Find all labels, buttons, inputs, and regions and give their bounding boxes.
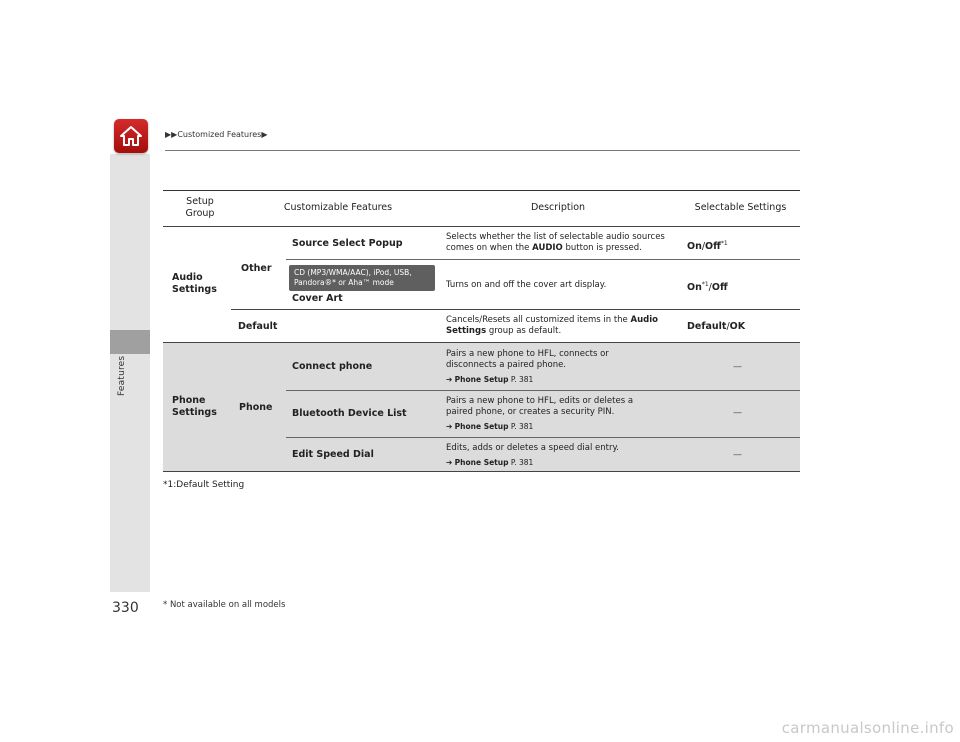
- desc-default: Cancels/Resets all customized items in the Audio Settings group as default.: [446, 315, 658, 336]
- cross-reference-link[interactable]: ➔ Phone Setup P. 381: [446, 422, 534, 431]
- subgroup-phone: Phone: [239, 402, 273, 413]
- home-icon: [119, 125, 143, 147]
- feature-edit-speed-dial: Edit Speed Dial: [292, 449, 374, 460]
- desc-source-select-popup: Selects whether the list of selectable audio sources comes on when the AUDIO button is pressed.: [446, 232, 665, 253]
- row-divider: [286, 437, 800, 438]
- table-footnote: *1:Default Setting: [163, 480, 245, 490]
- settings-edit-speed-dial: —: [733, 450, 742, 460]
- header-selectable-settings: Selectable Settings: [694, 202, 787, 213]
- feature-cover-art: Cover Art: [292, 293, 343, 304]
- feature-source-select-popup: Source Select Popup: [292, 238, 403, 249]
- feature-connect-phone: Connect phone: [292, 361, 373, 372]
- header-bottom-rule: [163, 226, 800, 227]
- desc-connect-phone: Pairs a new phone to HFL, connects or disconnects a paired phone. ➔ Phone Setup P. 381: [446, 349, 646, 385]
- group-audio-settings: Audio Settings: [172, 272, 217, 295]
- watermark: carmanualsonline.info: [781, 719, 954, 737]
- table-top-rule: [163, 190, 800, 191]
- settings-bluetooth-device-list: —: [733, 408, 742, 418]
- desc-cover-art: Turns on and off the cover art display.: [446, 280, 607, 290]
- sidebar-section-label: Features: [117, 355, 127, 396]
- breadcrumb[interactable]: [165, 130, 267, 139]
- row-divider: [163, 342, 800, 343]
- sidebar-band-lower: [110, 354, 150, 592]
- subgroup-other: Other: [241, 263, 272, 274]
- group-phone-settings: Phone Settings: [172, 395, 217, 418]
- sidebar-section-tab: [110, 330, 150, 354]
- breadcrumb-title[interactable]: Customized Features: [177, 130, 262, 139]
- mode-condition-badge: CD (MP3/WMA/AAC), iPod, USB, Pandora®* or Aha™ mode: [289, 265, 435, 291]
- desc-bluetooth-device-list: Pairs a new phone to HFL, edits or deletes a paired phone, or creates a security PIN. ➔ Phone Setup P. 381: [446, 396, 656, 432]
- table-bottom-rule: [163, 471, 800, 472]
- feature-bluetooth-device-list: Bluetooth Device List: [292, 408, 407, 419]
- availability-footnote: * Not available on all models: [163, 600, 286, 610]
- page-number: 330: [112, 600, 139, 616]
- header-setup-group: Setup Group: [185, 196, 215, 219]
- breadcrumb-arrows-icon: ▶▶: [165, 130, 178, 139]
- settings-default: Default/OK: [687, 321, 746, 332]
- cross-reference-link[interactable]: ➔ Phone Setup P. 381: [446, 458, 534, 467]
- row-divider: [286, 259, 800, 260]
- sidebar-band: [110, 154, 150, 330]
- home-button[interactable]: [114, 119, 148, 153]
- settings-connect-phone: —: [733, 362, 742, 372]
- header-customizable-features: Customizable Features: [283, 202, 393, 213]
- breadcrumb-arrow-icon: ▶: [261, 130, 268, 139]
- header-description: Description: [530, 202, 586, 213]
- settings-cover-art: On$^{*1}$/Off: [687, 281, 728, 294]
- desc-edit-speed-dial: Edits, adds or deletes a speed dial entry. ➔ Phone Setup P. 381: [446, 443, 656, 468]
- cross-reference-link[interactable]: ➔ Phone Setup P. 381: [446, 375, 534, 384]
- row-divider: [286, 390, 800, 391]
- subgroup-default: Default: [238, 321, 278, 332]
- row-divider: [231, 309, 800, 310]
- settings-source-select-popup: On/Off$^{*1}$: [687, 240, 728, 253]
- header-divider: [165, 150, 800, 151]
